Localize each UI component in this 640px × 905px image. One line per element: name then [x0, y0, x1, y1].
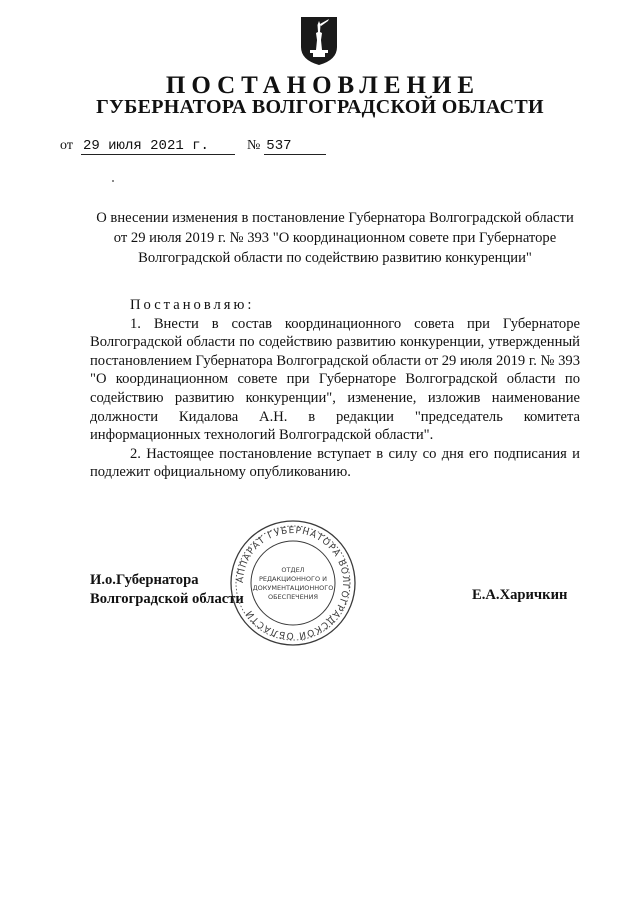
- stamp-center-line-3: ДОКУМЕНТАЦИОННОГО: [252, 584, 334, 592]
- position-line-1: И.о.Губернатора: [90, 572, 199, 588]
- document-date: 29 июля 2021 г.: [81, 138, 235, 155]
- paragraph-1: 1. Внести в состав координационного совета при Губернаторе Волгоградской области по содействию развитию конкуренции, утвержденный постановлением Губернатора Волгоградской области от 29 июля 2019 г. № 393 "О координационном совете при Губернаторе Волгоградской области по содействию развитию конкуренции", изменение, изложив наименование должности Кидалова А.Н. в редакции "председатель комитета информационных технологий Волгоградской области".: [90, 315, 580, 444]
- document-title: ПОСТАНОВЛЕНИЕ: [165, 72, 481, 99]
- stamp-center-line-1: ОТДЕЛ: [281, 566, 305, 574]
- document-issuer: ГУБЕРНАТОРА ВОЛГОГРАДСКОЙ ОБЛАСТИ: [96, 96, 544, 118]
- date-number-line: [60, 138, 326, 155]
- position-line-2: Волгоградской области: [90, 591, 244, 607]
- from-label: от: [60, 138, 73, 153]
- document-heading: О внесении изменения в постановление Губернатора Волгоградской области от 29 июля 2019 г. № 393 "О координационном совете при Губернаторе Волгоградской области по содействию развитию конкуренции": [96, 210, 574, 266]
- official-stamp: [228, 518, 358, 648]
- document-body: [90, 296, 580, 482]
- stamp-center-line-2: РЕДАКЦИОННОГО И: [258, 575, 328, 583]
- preamble: Постановляю:: [130, 297, 255, 313]
- signatory-name: Е.А.Харичкин: [472, 587, 568, 603]
- document-number: 537: [264, 138, 326, 155]
- stamp-ring-text: АППАРАТ ГУБЕРНАТОРА ВОЛГОГРАДСКОЙ ОБЛАСТИ: [235, 525, 351, 641]
- signatory-position: [90, 571, 244, 609]
- stamp-center-line-4: ОБЕСПЕЧЕНИЯ: [267, 593, 319, 601]
- speck: [112, 180, 114, 182]
- number-sign-label: №: [246, 138, 261, 153]
- paragraph-2: 2. Настоящее постановление вступает в силу со дня его подписания и подлежит официальному опубликованию.: [90, 445, 580, 481]
- volgograd-coat-of-arms-icon: [300, 16, 338, 66]
